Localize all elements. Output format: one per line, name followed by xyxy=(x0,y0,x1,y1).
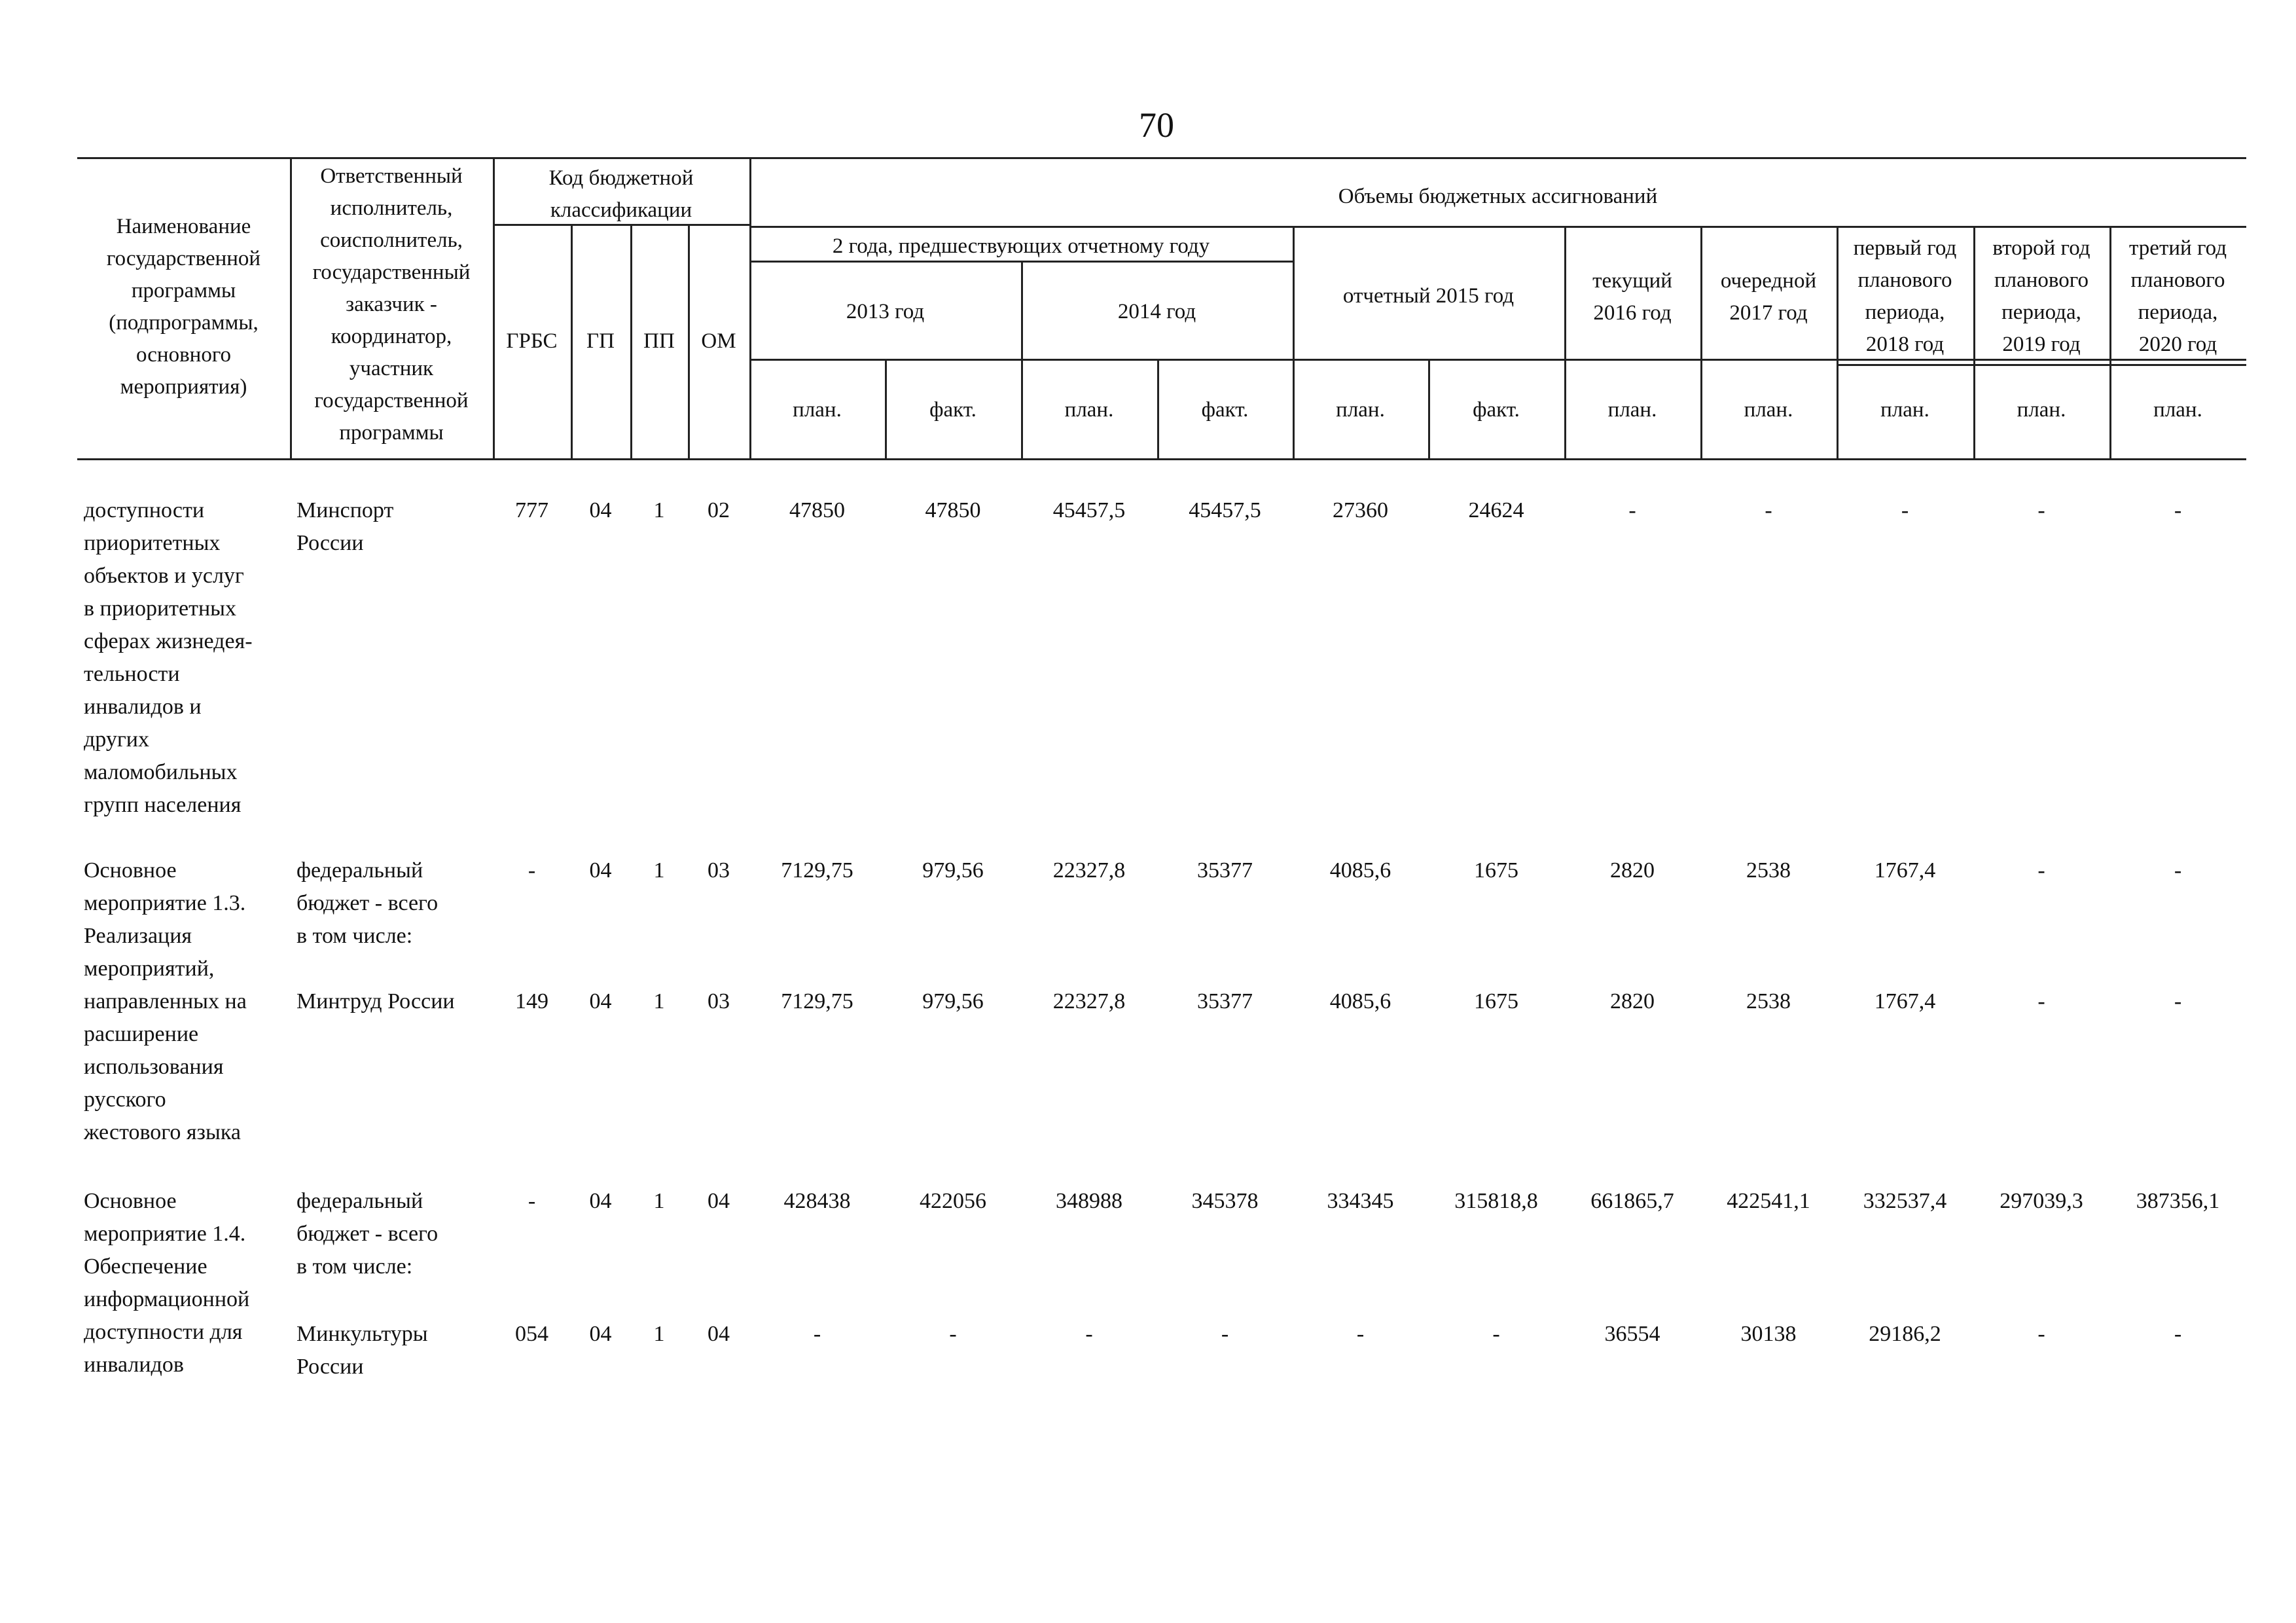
value-cell: 30138 xyxy=(1740,1322,1797,1346)
header-om: ОМ xyxy=(701,329,736,353)
header-subcolumn-plan: план. xyxy=(2017,398,2066,422)
program-name-cell: Основное мероприятие 1.4. Обеспечение информационной доступности для инвалидов xyxy=(84,1189,250,1377)
header-2013: 2013 год xyxy=(846,300,925,323)
responsible-cell: Минтруд России xyxy=(296,989,455,1013)
pp-cell: 1 xyxy=(653,858,665,883)
grbs-cell: 054 xyxy=(515,1322,548,1346)
responsible-cell: Минспорт России xyxy=(296,498,394,555)
header-subcolumn-plan: план. xyxy=(1064,398,1114,422)
value-cell: 1675 xyxy=(1474,858,1518,883)
header-subcolumn-fact: факт. xyxy=(929,398,977,422)
header-subcolumn-fact: факт. xyxy=(1201,398,1249,422)
om-cell: 03 xyxy=(708,858,730,883)
value-cell: - xyxy=(1901,498,1909,522)
om-cell: 03 xyxy=(708,989,730,1013)
page-number: 70 xyxy=(1139,105,1174,145)
value-cell: 979,56 xyxy=(922,858,984,883)
value-cell: - xyxy=(2037,498,2045,522)
value-cell: 7129,75 xyxy=(781,989,853,1013)
value-cell: 29186,2 xyxy=(1869,1322,1941,1346)
header-2020: третий год планового периода, 2020 год xyxy=(2128,236,2227,356)
header-subcolumn-fact: факт. xyxy=(1473,398,1520,422)
value-cell: 332537,4 xyxy=(1863,1189,1947,1213)
value-cell: - xyxy=(1765,498,1772,522)
pp-cell: 1 xyxy=(653,1322,665,1346)
value-cell: 1675 xyxy=(1474,989,1518,1013)
value-cell: - xyxy=(2174,989,2182,1013)
gp-cell: 04 xyxy=(589,498,612,522)
value-cell: 27360 xyxy=(1333,498,1388,522)
responsible-cell: федеральный бюджет - всего в том числе: xyxy=(296,1189,439,1279)
header-2015: отчетный 2015 год xyxy=(1342,284,1515,308)
value-cell: 47850 xyxy=(925,498,981,522)
value-cell: - xyxy=(2174,1322,2182,1346)
header-2014: 2014 год xyxy=(1117,300,1196,323)
pp-cell: 1 xyxy=(653,989,665,1013)
grbs-cell: - xyxy=(528,858,536,883)
value-cell: 2820 xyxy=(1610,989,1655,1013)
rule-line xyxy=(77,157,2246,159)
rule-line xyxy=(77,458,2246,460)
header-subcolumn-plan: план. xyxy=(1336,398,1385,422)
header-2019: второй год планового периода, 2019 год xyxy=(1992,236,2090,356)
value-cell: 22327,8 xyxy=(1052,858,1126,883)
header-subcolumn-plan: план. xyxy=(1744,398,1793,422)
header-prev-years: 2 года, предшествующих отчетному году xyxy=(832,234,1210,258)
header-subcolumn-plan: план. xyxy=(2153,398,2202,422)
value-cell: 35377 xyxy=(1197,858,1253,883)
value-cell: 2820 xyxy=(1610,858,1655,883)
value-cell: - xyxy=(2174,858,2182,883)
value-cell: 22327,8 xyxy=(1052,989,1126,1013)
header-subcolumn-plan: план. xyxy=(1880,398,1929,422)
value-cell: - xyxy=(1628,498,1636,522)
value-cell: - xyxy=(1492,1322,1500,1346)
value-cell: - xyxy=(1221,1322,1229,1346)
header-2017: очередной 2017 год xyxy=(1720,269,1817,325)
value-cell: 45457,5 xyxy=(1189,498,1261,522)
value-cell: 4085,6 xyxy=(1329,858,1391,883)
header-2016: текущий 2016 год xyxy=(1592,269,1672,325)
value-cell: 2538 xyxy=(1746,858,1791,883)
value-cell: - xyxy=(1085,1322,1093,1346)
rule-line xyxy=(1021,261,1023,458)
value-cell: 45457,5 xyxy=(1052,498,1126,522)
gp-cell: 04 xyxy=(589,1189,612,1213)
value-cell: 7129,75 xyxy=(781,858,853,883)
responsible-cell: Минкультуры России xyxy=(296,1322,428,1379)
header-gp: ГП xyxy=(586,329,615,353)
header-grbs: ГРБС xyxy=(506,329,558,353)
value-cell: 422056 xyxy=(920,1189,986,1213)
grbs-cell: - xyxy=(528,1189,536,1213)
grbs-cell: 777 xyxy=(515,498,548,522)
header-program-name: Наименование государственной программы (подпрограммы, основного мероприятия) xyxy=(106,215,261,399)
value-cell: 334345 xyxy=(1327,1189,1394,1213)
value-cell: 1767,4 xyxy=(1874,989,1936,1013)
value-cell: - xyxy=(1356,1322,1365,1346)
header-subcolumn-plan: план. xyxy=(1607,398,1657,422)
om-cell: 02 xyxy=(708,498,730,522)
header-budget-volumes: Объемы бюджетных ассигнований xyxy=(1338,185,1658,208)
value-cell: 24624 xyxy=(1468,498,1524,522)
header-pp: ПП xyxy=(643,329,675,353)
value-cell: 36554 xyxy=(1604,1322,1660,1346)
gp-cell: 04 xyxy=(589,1322,612,1346)
value-cell: 348988 xyxy=(1056,1189,1122,1213)
value-cell: 661865,7 xyxy=(1590,1189,1674,1213)
value-cell: 4085,6 xyxy=(1329,989,1391,1013)
program-name-cell: Основное мероприятие 1.3. Реализация мероприятий, направленных на расширение использования русского жестового языка xyxy=(84,858,247,1144)
responsible-cell: федеральный бюджет - всего в том числе: xyxy=(296,858,439,948)
value-cell: 387356,1 xyxy=(2136,1189,2220,1213)
pp-cell: 1 xyxy=(653,1189,665,1213)
gp-cell: 04 xyxy=(589,858,612,883)
value-cell: 315818,8 xyxy=(1454,1189,1538,1213)
value-cell: - xyxy=(2037,989,2045,1013)
value-cell: - xyxy=(949,1322,957,1346)
value-cell: 47850 xyxy=(789,498,845,522)
value-cell: - xyxy=(2037,858,2045,883)
header-responsible: Ответственный исполнитель, соисполнитель, государственный заказчик - координатор, участник государственной программы xyxy=(312,164,471,445)
header-2018: первый год планового периода, 2018 год xyxy=(1853,236,1957,356)
value-cell: 979,56 xyxy=(922,989,984,1013)
rule-line xyxy=(1837,364,2246,366)
value-cell: 345378 xyxy=(1191,1189,1259,1213)
gp-cell: 04 xyxy=(589,989,612,1013)
value-cell: 2538 xyxy=(1746,989,1791,1013)
value-cell: - xyxy=(2037,1322,2045,1346)
om-cell: 04 xyxy=(708,1189,730,1213)
rule-line xyxy=(749,226,2246,228)
value-cell: - xyxy=(813,1322,821,1346)
pp-cell: 1 xyxy=(653,498,665,522)
value-cell: 1767,4 xyxy=(1874,858,1936,883)
header-budget-code: Код бюджетной классификации xyxy=(548,166,694,222)
header-subcolumn-plan: план. xyxy=(793,398,842,422)
value-cell: 422541,1 xyxy=(1727,1189,1810,1213)
value-cell: 35377 xyxy=(1197,989,1253,1013)
program-name-cell: доступности приоритетных объектов и услуг в приоритетных сферах жизнедея- тельности инвалидов и других маломобильных групп населения xyxy=(84,498,253,817)
grbs-cell: 149 xyxy=(515,989,548,1013)
value-cell: 428438 xyxy=(783,1189,851,1213)
value-cell: 297039,3 xyxy=(2000,1189,2083,1213)
om-cell: 04 xyxy=(708,1322,730,1346)
value-cell: - xyxy=(2174,498,2182,522)
